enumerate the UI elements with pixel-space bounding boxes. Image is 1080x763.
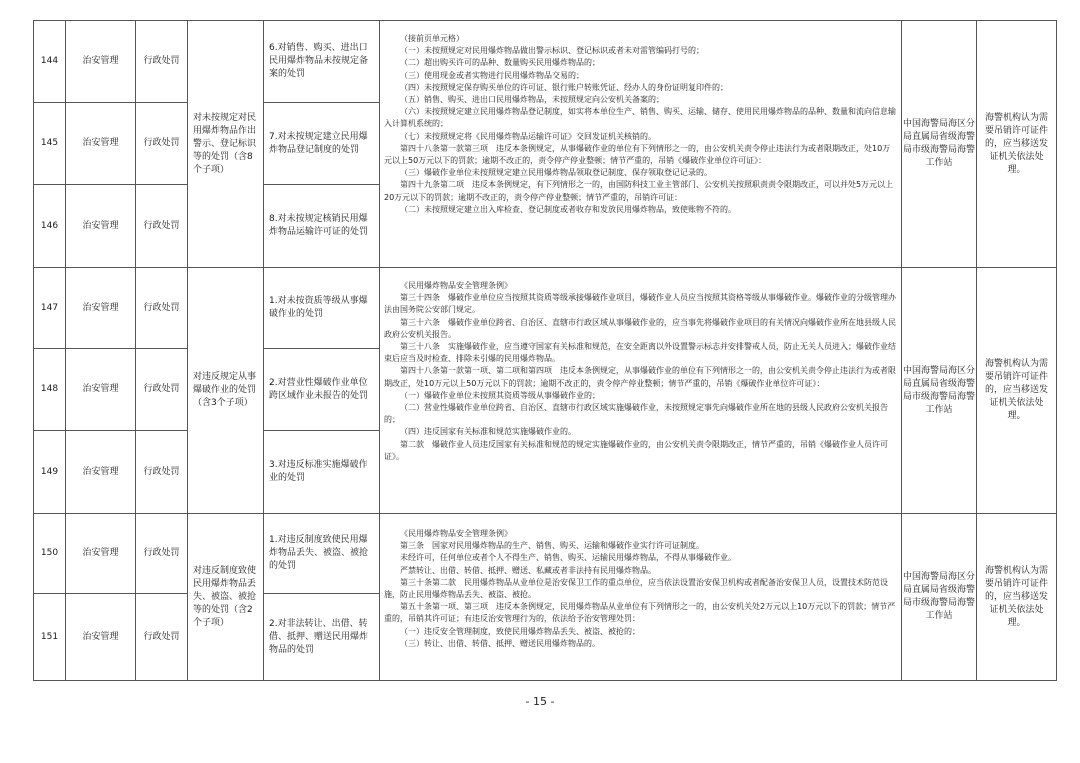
table-row	[34, 21, 1057, 103]
regulation-table	[33, 20, 1057, 681]
row-number: 150	[34, 514, 66, 594]
category-cell: 治安管理	[66, 268, 136, 349]
basis-line: 第三条 国家对民用爆炸物品的生产、销售、购买、运输和爆破作业实行许可证制度。	[400, 541, 704, 551]
legal-basis-cell	[380, 514, 902, 681]
type-cell: 行政处罚	[136, 21, 188, 103]
table-row	[34, 268, 1057, 349]
row-number: 144	[34, 21, 66, 103]
type-cell: 行政处罚	[136, 514, 188, 594]
basis-line: （接前页单元格）	[400, 34, 464, 43]
basis-line: （二）营业性爆破作业单位跨省、自治区、直辖市行政区域实施爆破作业，未按照规定事先向爆破作业所在地的县级人民政府公安机关报告的；	[384, 403, 888, 425]
basis-line: （一）未按照规定对民用爆炸物品做出警示标识、登记标识或者未对雷管编码打号的；	[400, 46, 704, 56]
basis-line: （二）未按照规定建立出入库检查、登记制度或者收存和发放民用爆炸物品，致使账物不符的。	[400, 204, 736, 214]
item-cell: 2.对营业性爆破作业单位跨区域作业未报告的处罚	[264, 349, 380, 431]
type-cell: 行政处罚	[136, 185, 188, 268]
row-number: 146	[34, 185, 66, 268]
row-number: 149	[34, 431, 66, 514]
category-cell: 治安管理	[66, 514, 136, 594]
row-number: 148	[34, 349, 66, 431]
basis-line: （四）违反国家有关标准和规范实施爆破作业的。	[400, 427, 576, 437]
category-cell: 治安管理	[66, 594, 136, 681]
remark-cell: 海警机构认为需要吊销许可证件的，应当移送发证机关依法处理。	[977, 514, 1057, 681]
row-number: 145	[34, 103, 66, 185]
sub-category-cell: 对未按规定对民用爆炸物品作出警示、登记标识等的处罚（含8个子项）	[188, 21, 264, 268]
category-cell: 治安管理	[66, 349, 136, 431]
remark-cell: 海警机构认为需要吊销许可证件的，应当移送发证机关依法处理。	[977, 21, 1057, 268]
basis-line: 第三十条第二款 民用爆炸物品从业单位是治安保卫工作的重点单位，应当依法设置治安保卫机构或者配备治安保卫人员，设置技术防范设施，防止民用爆炸物品丢失、被盗、被抢。	[384, 577, 888, 600]
item-cell: 8.对未按规定核销民用爆炸物品运输许可证的处罚	[264, 185, 380, 268]
category-cell: 治安管理	[66, 431, 136, 514]
basis-line: 第三十八条 实施爆破作业，应当遵守国家有关标准和规范，在安全距离以外设置警示标志并安排警戒人员，防止无关人员进入；爆破作业结束后应当及时检查、排除未引爆的民用爆炸物品。	[384, 342, 896, 364]
item-cell: 3.对违反标准实施爆破作业的处罚	[264, 431, 380, 514]
enforcement-org-cell: 中国海警局海区分局直属局省级海警局市级海警局海警工作站	[902, 21, 977, 268]
type-cell: 行政处罚	[136, 594, 188, 681]
table-row	[34, 514, 1057, 594]
basis-line: （三）转让、出借、转借、抵押、赠送民用爆炸物品的。	[400, 638, 600, 648]
type-cell: 行政处罚	[136, 431, 188, 514]
basis-line: 第四十八条第一款第三项 违反本条例规定，从事爆破作业的单位有下列情形之一的，由公安机关责令停止违法行为或者限期改正，处10万元以上50万元以下的罚款；逾期不改正的，责令停产停业整顿；情节严重的，吊销《爆破作业单位许可证》：	[384, 143, 891, 166]
basis-line: （二）超出购买许可的品种、数量购买民用爆炸物品的；	[400, 58, 600, 68]
type-cell: 行政处罚	[136, 103, 188, 185]
category-cell: 治安管理	[66, 185, 136, 268]
type-cell: 行政处罚	[136, 268, 188, 349]
basis-line: 第三十四条 爆破作业单位应当按照其资质等级承接爆破作业项目，爆破作业人员应当按照其资格等级从事爆破作业。爆破作业的分级管理办法由国务院公安部门规定。	[384, 293, 896, 315]
basis-line: 《民用爆炸物品安全管理条例》	[400, 281, 512, 290]
basis-line: （一）爆破作业单位未按照其资质等级从事爆破作业的；	[400, 390, 600, 400]
remark-cell: 海警机构认为需要吊销许可证件的，应当移送发证机关依法处理。	[977, 268, 1057, 514]
item-cell: 1.对未按资质等级从事爆破作业的处罚	[264, 268, 380, 349]
basis-line: （四）未按照规定保存购买单位的许可证、银行账户转账凭证、经办人的身份证明复印件的；	[400, 82, 728, 92]
item-cell: 6.对销售、购买、进出口民用爆炸物品未按规定备案的处罚	[264, 21, 380, 103]
item-cell: 1.对违反制度致使民用爆炸物品丢失、被盗、被抢的处罚	[264, 514, 380, 594]
row-number: 151	[34, 594, 66, 681]
basis-line: 《民用爆炸物品安全管理条例》	[400, 529, 512, 538]
basis-line: 第四十九条第二项 违反本条例规定，有下列情形之一的，由国防科技工业主管部门、公安机关按照职责责令限期改正，可以并处5万元以上20万元以下的罚款；逾期不改正的，责令停产停业整顿；情节严重的，吊销许可证：	[384, 180, 894, 202]
basis-line: 严禁转让、出借、转借、抵押、赠送、私藏或者非法持有民用爆炸物品。	[400, 565, 656, 575]
sub-category-cell: 对违反规定从事爆破作业的处罚（含3个子项）	[188, 268, 264, 514]
basis-line: 未经许可，任何单位或者个人不得生产、销售、购买、运输民用爆炸物品，不得从事爆破作业。	[400, 553, 736, 563]
sub-category-cell: 对违反制度致使民用爆炸物品丢失、被盗、被抢等的处罚（含2个子项）	[188, 514, 264, 681]
row-number: 147	[34, 268, 66, 349]
page-number: - 15 -	[525, 695, 555, 708]
item-cell: 7.对未按规定建立民用爆炸物品登记制度的处罚	[264, 103, 380, 185]
legal-basis-cell	[380, 21, 902, 268]
enforcement-org-cell: 中国海警局海区分局直属局省级海警局市级海警局海警工作站	[902, 514, 977, 681]
basis-line: 第三十六条 爆破作业单位跨省、自治区、直辖市行政区域从事爆破作业的，应当事先将爆破作业项目的有关情况向爆破作业所在地县级人民政府公安机关报告。	[384, 317, 896, 339]
basis-line: （三）使用现金或者实物进行民用爆炸物品交易的；	[400, 70, 584, 80]
legal-basis-cell	[380, 268, 902, 514]
category-cell: 治安管理	[66, 21, 136, 103]
basis-line: （一）违反安全管理制度，致使民用爆炸物品丢失、被盗、被抢的；	[400, 626, 640, 636]
basis-line: （三）爆破作业单位未按照规定建立民用爆炸物品领取登记制度、保存领取登记记录的。	[400, 168, 712, 178]
basis-line: （七）未按照规定将《民用爆炸物品运输许可证》交回发证机关核销的。	[400, 131, 656, 141]
basis-line: 第二款 爆破作业人员违反国家有关标准和规范的规定实施爆破作业的，由公安机关责令限期改正，情节严重的，吊销《爆破作业人员许可证》。	[384, 439, 888, 461]
type-cell: 行政处罚	[136, 349, 188, 431]
enforcement-org-cell: 中国海警局海区分局直属局省级海警局市级海警局海警工作站	[902, 268, 977, 514]
category-cell: 治安管理	[66, 103, 136, 185]
basis-line: （五）销售、购买、进出口民用爆炸物品，未按照规定向公安机关备案的；	[400, 95, 664, 105]
basis-line: 第五十条第一项、第三项 违反本条例规定，民用爆炸物品从业单位有下列情形之一的，由公安机关处2万元以上10万元以下的罚款；情节严重的，吊销其许可证；有违反治安管理行为的，依法给予治安管理处罚：	[384, 602, 896, 624]
item-cell: 2.对非法转让、出借、转借、抵押、赠送民用爆炸物品的处罚	[264, 594, 380, 681]
basis-line: 第四十八条第一款第一项、第二项和第四项 违反本条例规定，从事爆破作业的单位有下列情形之一的，由公安机关责令停止违法行为或者限期改正，处10万元以上50万元以下的罚款；逾期不改正的，责令停产停业整顿；情节严重的，吊销《爆破作业单位许可证》：	[384, 366, 896, 388]
basis-line: （六）未按照规定建立民用爆炸物品登记制度，如实将本单位生产、销售、购买、运输、储存、使用民用爆炸物品的品种、数量和流向信息输入计算机系统的；	[384, 107, 896, 129]
